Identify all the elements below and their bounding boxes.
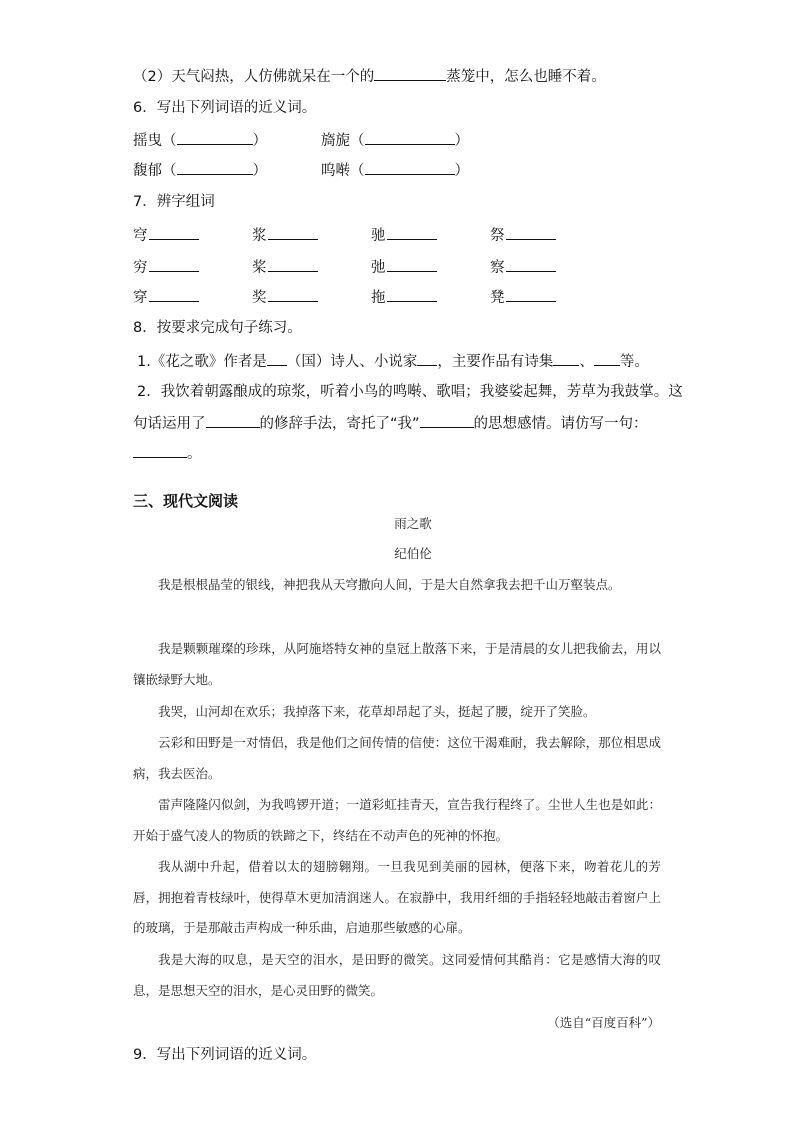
q7-cell: 祭 xyxy=(490,224,556,246)
poem-paragraph: 我从湖中升起，借着以太的翅膀翱翔。一旦我见到美丽的园林，便落下来，吻着花儿的芳唇，拥抱着青枝绿叶，使得草木更加清润迷人。在寂静中，我用纤细的手指轻轻地敲击着窗户上的玻璃，于是那敲击声构成一种乐曲，启迪那些敏感的心扉。 xyxy=(133,859,661,935)
q7-cell: 凳 xyxy=(490,286,556,308)
q6-item-wuzhuan: 呜啭（ ） xyxy=(321,159,469,181)
poem-paragraph: 云彩和田野是一对情侣，我是他们之间传情的信使：这位干渴难耐，我去解除，那位相思成病，我去医治。 xyxy=(133,735,661,781)
q6-blank[interactable] xyxy=(365,129,455,145)
q5-item2-before: （2）天气闷热，人仿佛就呆在一个的 xyxy=(133,69,375,85)
poem-paragraph: 我哭，山河却在欢乐；我掉落下来，花草却昂起了头，挺起了腰，绽开了笑脸。 xyxy=(158,704,596,719)
q7-cell: 穹 xyxy=(133,224,199,246)
q6-item-fuyu: 馥郁（ ） xyxy=(133,159,267,181)
q7-title: 7．辨字组词 xyxy=(133,194,215,210)
q8-title: 8．按要求完成句子练习。 xyxy=(133,320,302,336)
q6-item-yaoye: 摇曳（ ） xyxy=(133,129,267,151)
q7-cell: 穷 xyxy=(133,256,199,278)
q7-cell: 奖 xyxy=(252,286,318,308)
q7-cell: 弛 xyxy=(371,256,437,278)
poem-paragraph: 雷声隆隆闪似剑，为我鸣锣开道；一道彩虹挂青天，宣告我行程终了。尘世人生也是如此：开始于盛气凌人的物质的铁蹄之下，终结在不动声色的死神的怀抱。 xyxy=(133,797,661,843)
poem-paragraph: 我是颗颗璀璨的珍珠，从阿施塔特女神的皇冠上散落下来，于是清晨的女儿把我偷去，用以镶嵌绿野大地。 xyxy=(133,641,661,687)
q7-cell: 驰 xyxy=(371,224,437,246)
q6-blank[interactable] xyxy=(365,159,455,175)
q6-item-yini: 旖旎（ ） xyxy=(321,129,469,151)
q5-item2-blank[interactable] xyxy=(374,65,446,81)
q7-cell: 拖 xyxy=(371,286,437,308)
q6-title: 6．写出下列词语的近义词。 xyxy=(133,100,317,116)
section-heading: 三、现代文阅读 xyxy=(133,492,239,510)
q5-item2-after: 蒸笼中，怎么也睡不着。 xyxy=(446,69,606,85)
source-note: （选自“百度百科”） xyxy=(547,1015,660,1030)
poem-author: 纪伯伦 xyxy=(394,546,432,561)
q9-title: 9．写出下列词语的近义词。 xyxy=(133,1047,317,1063)
q7-cell: 浆 xyxy=(252,224,318,246)
q8-item2-line2: 句话运用了 的修辞手法，寄托了“我” 的思想感情。请仿写一句： xyxy=(133,412,648,434)
poem-title: 雨之歌 xyxy=(394,516,432,531)
q7-cell: 穿 xyxy=(133,286,199,308)
q6-blank[interactable] xyxy=(177,159,253,175)
q8-item2-line3: 。 xyxy=(133,442,202,464)
q5-item2 xyxy=(133,65,606,87)
q7-cell: 察 xyxy=(490,256,556,278)
q7-cell: 桨 xyxy=(252,256,318,278)
q8-item2-line1: 2．我饮着朝露酿成的琼浆，听着小鸟的鸣啭、歌唱；我婆娑起舞，芳草为我鼓掌。这 xyxy=(137,384,683,400)
q8-item1: 1.《花之歌》作者是 （国）诗人、小说家 ，主要作品有诗集 、 等。 xyxy=(137,350,649,372)
poem-paragraph: 我是大海的叹息，是天空的泪水，是田野的微笑。这同爱情何其酷肖：它是感情大海的叹息，是思想天空的泪水，是心灵田野的微笑。 xyxy=(133,952,661,998)
poem-paragraph: 我是根根晶莹的银线，神把我从天穹撒向人间，于是大自然拿我去把千山万壑装点。 xyxy=(158,577,621,592)
q6-blank[interactable] xyxy=(177,129,253,145)
